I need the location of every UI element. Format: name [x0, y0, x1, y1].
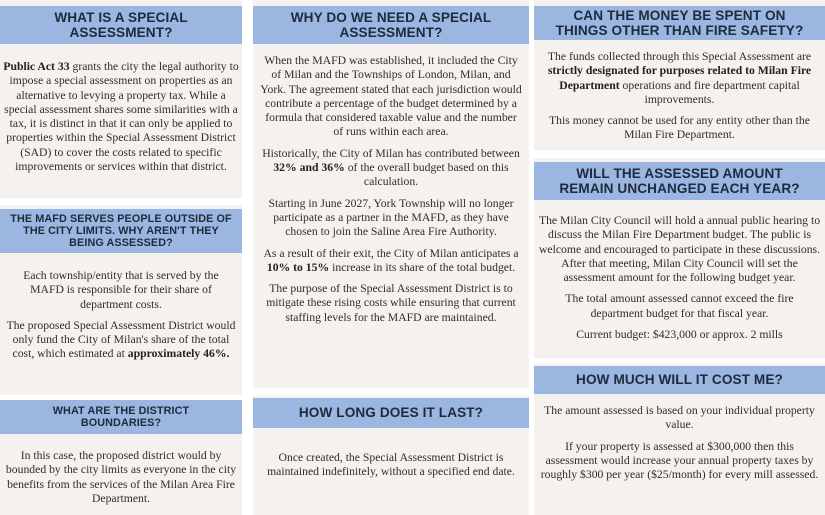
section-title: HOW MUCH WILL IT COST ME?	[576, 372, 783, 388]
paragraph-text: In this case, the proposed district would by bounded by the city limits as everyone in the city benefits from the services of the Milan Area Fire Department.	[5, 449, 237, 505]
cost-header	[534, 366, 825, 394]
paragraph-text: of the overall budget based on this calculation.	[344, 161, 509, 189]
why-need-assessment-header	[253, 6, 529, 44]
what-is-special-assessment-header	[0, 6, 242, 44]
why-need-assessment-card	[253, 0, 529, 388]
paragraph-text: The total amount assessed cannot exceed the fire department budget for that fiscal year.	[565, 292, 794, 320]
section-body	[540, 404, 819, 482]
district-boundaries-card	[0, 400, 242, 515]
paragraph-text: The funds collected through this Special Assessment are	[547, 50, 812, 63]
section-body	[267, 451, 515, 480]
paragraph-text: This money cannot be used for any entity other than the Milan Fire Department.	[549, 114, 810, 142]
paragraph-text: If your property is assessed at $300,000 then this assessment would increase your annual property taxes by roughly $300 per year ($25/month) for every mill assessed.	[540, 439, 819, 482]
section-body	[259, 54, 523, 325]
unchanged-amount-card	[534, 158, 825, 358]
section-title: THE MAFD SERVES PEOPLE OUTSIDE OF THE CITY LIMITS. WHY AREN'T THEY BEING ASSESSED?	[10, 212, 232, 250]
paragraph-text: The amount assessed is based on your individual property value.	[544, 404, 815, 432]
section-title: CAN THE MONEY BE SPENT ON THINGS OTHER THAN FIRE SAFETY?	[555, 7, 804, 38]
spent-other-header	[534, 6, 825, 40]
section-title: WHY DO WE NEED A SPECIAL ASSESSMENT?	[290, 9, 492, 40]
emphasis-text: 32% and 36%	[273, 161, 345, 175]
emphasis-text: strictly designated for purposes related to Milan Fire Department	[547, 64, 812, 92]
section-body	[2, 449, 240, 506]
what-is-special-assessment-card	[0, 0, 242, 198]
cost-card	[534, 364, 825, 515]
emphasis-text: approximately 46%.	[127, 347, 230, 361]
paragraph-text: Starting in June 2027, York Township will no longer participate as a partner in the MAFD, as they have chosen to join the Saline Area Fire Authority.	[268, 196, 514, 239]
how-long-card	[253, 396, 529, 515]
spent-other-card	[534, 0, 825, 150]
paragraph-text: operations and fire department capital improvements.	[619, 78, 800, 106]
section-title: WHAT IS A SPECIAL ASSESSMENT?	[54, 9, 188, 40]
outside-city-limits-header	[0, 209, 242, 253]
paragraph-text: The proposed Special Assessment District would only fund the City of Milan's share of the total cost, which estimated at	[6, 318, 236, 361]
how-long-header	[253, 398, 529, 428]
paragraph-text: Historically, the City of Milan has contributed between	[262, 146, 520, 160]
district-boundaries-header	[0, 400, 242, 434]
outside-city-limits-card	[0, 205, 242, 395]
section-body	[6, 269, 236, 362]
emphasis-text: 10% to 15%	[266, 260, 330, 274]
paragraph-text: When the MAFD was established, it included the City of Milan and the Townships of London, Milan, and York. The agreement stated that each jurisdiction would contribute a percentage of the budget determined by a formula that considered taxable value and the number of runs within each area.	[260, 54, 522, 139]
paragraph-text: As a result of their exit, the City of Milan anticipates a	[263, 246, 519, 260]
section-body	[0, 60, 242, 174]
paragraph-text: Each township/entity that is served by the MAFD is responsible for their share of department costs.	[23, 269, 219, 311]
paragraph-text: grants the city the legal authority to impose a special assessment on properties as an alternative to levying a property tax. While a special assessment shares some similarities with a tax, it is distinct in that it can only be applied to properties within the Special Assessment District (SAD) to cover the costs related to specific improvements or services within that district.	[4, 60, 239, 174]
paragraph-text: The purpose of the Special Assessment District is to mitigate these rising costs while ensuring that current staffing levels for the MAFD are maintained.	[266, 282, 516, 324]
paragraph-text: Once created, the Special Assessment District is maintained indefinitely, without a specified end date.	[267, 451, 515, 479]
section-title: WHAT ARE THE DISTRICT BOUNDARIES?	[52, 404, 190, 429]
unchanged-amount-header	[534, 162, 825, 200]
section-body	[538, 214, 821, 342]
section-title: WILL THE ASSESSED AMOUNT REMAIN UNCHANGED EACH YEAR?	[559, 165, 800, 196]
section-title: HOW LONG DOES IT LAST?	[298, 405, 484, 421]
paragraph-text: The Milan City Council will hold a annual public hearing to discuss the Milan Fire Department budget. The public is welcome and encouraged to participate in these discussions. After that meeting, Milan City Council will set the assessment amount for the following budget year.	[538, 214, 821, 285]
paragraph-text: increase in its share of the total budget.	[329, 260, 516, 274]
budget-text: Current budget: $423,000 or approx. 2 mills	[576, 328, 783, 342]
section-body	[540, 50, 819, 143]
emphasis-text: Public Act 33	[3, 60, 70, 73]
